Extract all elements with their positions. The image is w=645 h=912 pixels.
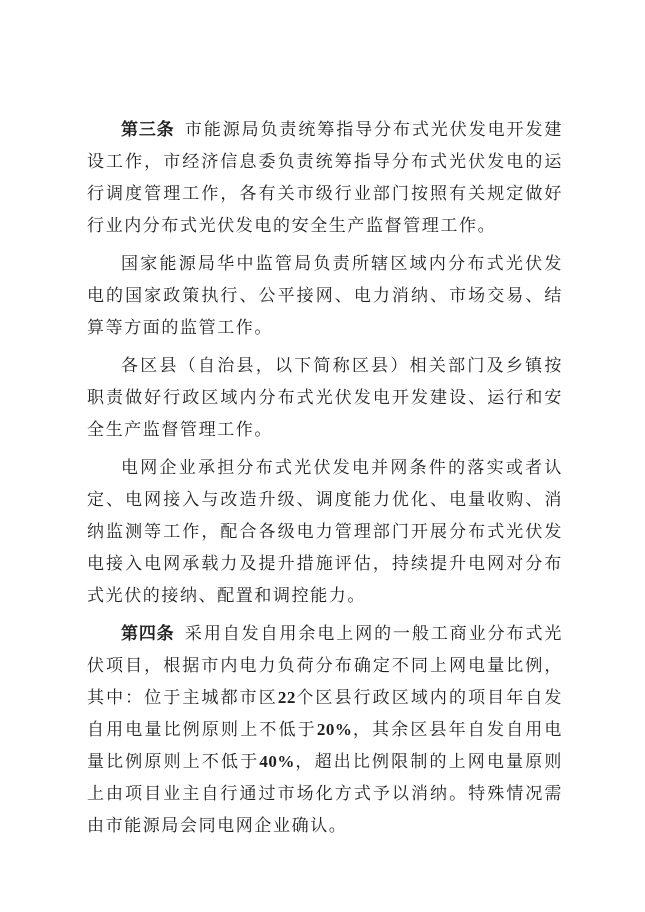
article-4-paragraph	[87, 618, 563, 842]
grid-company-text: 电网企业承担分布式光伏发电并网条件的落实或者认定、电网接入与改造升级、调度能力优化、电量收购、消纳监测等工作，配合各级电力管理部门开展分布式光伏发电接入电网承载力及提升措施评估，持续提升电网对分布式光伏的接纳、配置和调控能力。	[87, 458, 563, 606]
article-4-text-1: 采用自发自用余电上网的一般工商业分布式光伏项目，根据市内电力负荷分布确定不同上网电量比例，其中：位于主城都市区	[87, 624, 564, 708]
ratio-other-districts: 40%	[259, 752, 295, 771]
article-4-text-2: 个区县行政区域内的项目年自发自用电量比例原则上不低于	[87, 688, 564, 740]
article-3-text: 市能源局负责统筹指导分布式光伏发电开发建设工作，市经济信息委负责统筹指导分布式光伏发电的运行调度管理工作，各有关市级行业部门按照有关规定做好行业内分布式光伏发电的安全生产监督管理工作。	[87, 120, 564, 236]
district-text: 各区县（自治县，以下简称区县）相关部门及乡镇按职责做好行政区域内分布式光伏发电开发建设、运行和安全生产监督管理工作。	[87, 356, 563, 440]
district-count: 22	[277, 688, 296, 707]
supervision-paragraph	[87, 248, 563, 344]
article-3-paragraph	[87, 114, 563, 242]
district-paragraph	[87, 350, 563, 446]
document-body	[87, 114, 563, 842]
article-4-text-4: ，超出比例限制的上网电量原则上由项目业主自行通过市场化方式予以消纳。特殊情况需由市能源局会同电网企业确认。	[87, 752, 563, 836]
article-3-label: 第三条	[121, 120, 175, 140]
supervision-text: 国家能源局华中监管局负责所辖区域内分布式光伏发电的国家政策执行、公平接网、电力消纳、市场交易、结算等方面的监管工作。	[87, 254, 563, 338]
article-4-label: 第四条	[121, 624, 175, 644]
article-4-text-3: ，其余区县年自发自用电量比例原则上不低于	[87, 720, 563, 772]
grid-company-paragraph	[87, 452, 563, 612]
ratio-main-urban: 20%	[316, 720, 353, 739]
